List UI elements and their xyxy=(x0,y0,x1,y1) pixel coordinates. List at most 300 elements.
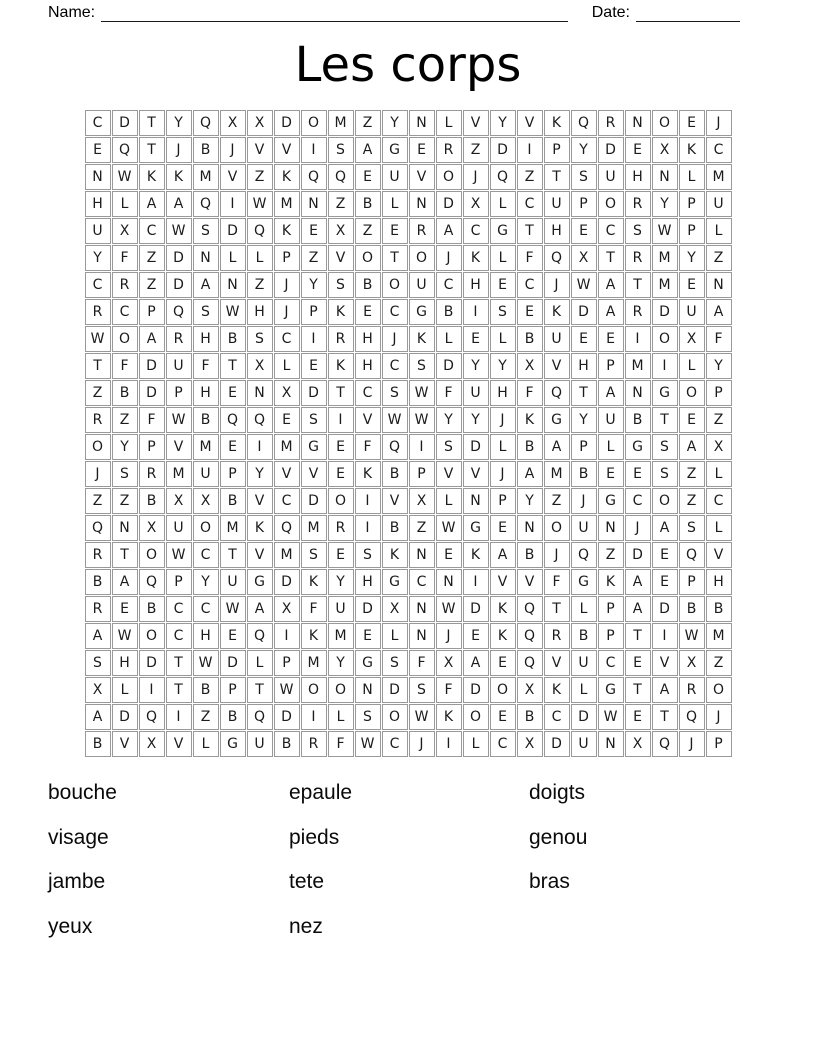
grid-cell: P xyxy=(220,677,246,703)
grid-cell: M xyxy=(706,623,732,649)
grid-cell: X xyxy=(517,677,543,703)
grid-cell: G xyxy=(571,569,597,595)
grid-cell: N xyxy=(193,245,219,271)
grid-cell: C xyxy=(598,218,624,244)
grid-cell: E xyxy=(490,515,516,541)
grid-cell: Q xyxy=(247,407,273,433)
grid-cell: O xyxy=(112,326,138,352)
grid-cell: G xyxy=(598,677,624,703)
grid-cell: F xyxy=(112,245,138,271)
grid-cell: R xyxy=(679,677,705,703)
grid-cell: D xyxy=(382,677,408,703)
grid-cell: D xyxy=(301,380,327,406)
grid-cell: K xyxy=(598,569,624,595)
grid-cell: B xyxy=(625,407,651,433)
grid-cell: A xyxy=(247,596,273,622)
grid-cell: J xyxy=(274,272,300,298)
grid-cell: T xyxy=(625,623,651,649)
grid-cell: V xyxy=(517,110,543,136)
grid-cell: L xyxy=(274,353,300,379)
grid-cell: E xyxy=(355,299,381,325)
grid-cell: D xyxy=(571,704,597,730)
grid-cell: K xyxy=(139,164,165,190)
grid-row xyxy=(85,326,732,352)
grid-cell: S xyxy=(652,434,678,460)
grid-cell: C xyxy=(436,272,462,298)
grid-cell: V xyxy=(355,407,381,433)
grid-cell: M xyxy=(652,245,678,271)
grid-cell: J xyxy=(544,542,570,568)
grid-cell: D xyxy=(463,434,489,460)
grid-cell: T xyxy=(625,272,651,298)
grid-cell: A xyxy=(598,380,624,406)
grid-cell: S xyxy=(85,650,111,676)
grid-cell: J xyxy=(274,299,300,325)
grid-cell: R xyxy=(166,326,192,352)
grid-cell: A xyxy=(625,569,651,595)
grid-cell: T xyxy=(328,380,354,406)
grid-cell: T xyxy=(112,542,138,568)
grid-cell: D xyxy=(598,137,624,163)
grid-cell: E xyxy=(301,353,327,379)
grid-cell: Z xyxy=(409,515,435,541)
grid-cell: Z xyxy=(706,245,732,271)
grid-cell: V xyxy=(247,137,273,163)
grid-cell: C xyxy=(355,380,381,406)
grid-cell: E xyxy=(598,326,624,352)
grid-cell: L xyxy=(598,434,624,460)
grid-cell: L xyxy=(706,461,732,487)
grid-cell: Z xyxy=(679,461,705,487)
grid-cell: D xyxy=(544,731,570,757)
grid-cell: U xyxy=(85,218,111,244)
grid-cell: Y xyxy=(490,110,516,136)
grid-cell: X xyxy=(436,650,462,676)
grid-cell: A xyxy=(463,650,489,676)
grid-cell: I xyxy=(274,623,300,649)
word-item: doigts xyxy=(529,781,586,804)
grid-cell: B xyxy=(85,731,111,757)
grid-cell: F xyxy=(409,650,435,676)
grid-cell: G xyxy=(490,218,516,244)
grid-cell: X xyxy=(139,515,165,541)
grid-cell: K xyxy=(463,542,489,568)
grid-cell: R xyxy=(625,245,651,271)
grid-cell: D xyxy=(166,272,192,298)
grid-cell: D xyxy=(436,191,462,217)
grid-cell: N xyxy=(517,515,543,541)
grid-cell: C xyxy=(139,218,165,244)
word-column xyxy=(529,771,816,949)
grid-cell: Y xyxy=(328,650,354,676)
grid-cell: Y xyxy=(571,407,597,433)
grid-cell: Y xyxy=(517,488,543,514)
grid-cell: D xyxy=(274,110,300,136)
grid-cell: C xyxy=(85,272,111,298)
grid-cell: M xyxy=(328,623,354,649)
grid-cell: H xyxy=(625,164,651,190)
grid-cell: E xyxy=(679,110,705,136)
grid-cell: I xyxy=(355,488,381,514)
grid-cell: B xyxy=(220,704,246,730)
grid-cell: F xyxy=(112,353,138,379)
grid-cell: D xyxy=(301,488,327,514)
grid-cell: C xyxy=(706,488,732,514)
grid-cell: D xyxy=(220,218,246,244)
grid-cell: E xyxy=(625,461,651,487)
grid-cell: A xyxy=(490,542,516,568)
grid-cell: A xyxy=(652,515,678,541)
grid-cell: W xyxy=(112,164,138,190)
grid-cell: J xyxy=(166,137,192,163)
grid-cell: E xyxy=(652,542,678,568)
grid-cell: L xyxy=(382,191,408,217)
grid-cell: O xyxy=(409,245,435,271)
grid-cell: J xyxy=(490,461,516,487)
grid-cell: K xyxy=(166,164,192,190)
grid-cell: V xyxy=(274,137,300,163)
grid-cell: P xyxy=(301,299,327,325)
word-item: yeux xyxy=(48,914,93,938)
grid-cell: H xyxy=(463,272,489,298)
grid-cell: V xyxy=(490,569,516,595)
grid-cell: Q xyxy=(328,164,354,190)
grid-cell: N xyxy=(247,380,273,406)
grid-cell: C xyxy=(382,731,408,757)
grid-cell: R xyxy=(328,326,354,352)
grid-cell: Y xyxy=(463,353,489,379)
grid-cell: W xyxy=(247,191,273,217)
grid-cell: W xyxy=(85,326,111,352)
grid-cell: X xyxy=(463,191,489,217)
grid-cell: F xyxy=(328,731,354,757)
grid-cell: W xyxy=(166,542,192,568)
grid-cell: A xyxy=(85,623,111,649)
grid-cell: O xyxy=(652,110,678,136)
grid-cell: V xyxy=(409,164,435,190)
grid-cell: E xyxy=(220,380,246,406)
grid-cell: U xyxy=(382,164,408,190)
grid-cell: O xyxy=(328,677,354,703)
grid-cell: K xyxy=(301,569,327,595)
grid-cell: A xyxy=(517,461,543,487)
grid-cell: U xyxy=(598,164,624,190)
grid-cell: Q xyxy=(193,110,219,136)
grid-cell: H xyxy=(112,650,138,676)
grid-cell: N xyxy=(598,515,624,541)
grid-cell: U xyxy=(463,380,489,406)
grid-cell: E xyxy=(436,542,462,568)
grid-row xyxy=(85,164,732,190)
grid-cell: N xyxy=(85,164,111,190)
grid-cell: L xyxy=(220,245,246,271)
grid-cell: F xyxy=(706,326,732,352)
grid-cell: U xyxy=(166,515,192,541)
grid-cell: C xyxy=(166,623,192,649)
grid-cell: D xyxy=(463,596,489,622)
grid-cell: C xyxy=(463,218,489,244)
grid-cell: V xyxy=(652,650,678,676)
grid-cell: E xyxy=(328,434,354,460)
grid-cell: V xyxy=(544,650,570,676)
grid-cell: R xyxy=(85,596,111,622)
grid-cell: J xyxy=(463,164,489,190)
grid-cell: Z xyxy=(544,488,570,514)
grid-cell: X xyxy=(274,380,300,406)
grid-cell: L xyxy=(328,704,354,730)
grid-cell: B xyxy=(355,272,381,298)
grid-cell: X xyxy=(274,596,300,622)
grid-cell: H xyxy=(85,191,111,217)
grid-cell: V xyxy=(301,461,327,487)
grid-cell: J xyxy=(706,110,732,136)
grid-cell: N xyxy=(409,596,435,622)
grid-cell: B xyxy=(85,569,111,595)
grid-cell: D xyxy=(355,596,381,622)
grid-cell: X xyxy=(625,731,651,757)
grid-cell: T xyxy=(571,380,597,406)
grid-cell: R xyxy=(625,191,651,217)
grid-cell: H xyxy=(247,299,273,325)
grid-cell: Y xyxy=(382,110,408,136)
grid-cell: R xyxy=(112,272,138,298)
grid-cell: Q xyxy=(193,191,219,217)
grid-cell: B xyxy=(436,299,462,325)
grid-cell: Z xyxy=(517,164,543,190)
grid-cell: T xyxy=(544,596,570,622)
grid-cell: M xyxy=(652,272,678,298)
grid-cell: Y xyxy=(463,407,489,433)
grid-cell: P xyxy=(571,191,597,217)
word-item: nez xyxy=(289,914,323,938)
grid-row xyxy=(85,650,732,676)
grid-cell: V xyxy=(112,731,138,757)
grid-cell: Q xyxy=(571,110,597,136)
grid-cell: U xyxy=(571,515,597,541)
grid-cell: R xyxy=(544,623,570,649)
word-list xyxy=(48,771,816,949)
grid-cell: G xyxy=(220,731,246,757)
grid-cell: K xyxy=(328,353,354,379)
grid-cell: U xyxy=(409,272,435,298)
grid-cell: F xyxy=(139,407,165,433)
grid-cell: V xyxy=(706,542,732,568)
grid-cell: P xyxy=(706,731,732,757)
grid-cell: B xyxy=(220,488,246,514)
grid-cell: S xyxy=(301,407,327,433)
grid-cell: K xyxy=(517,407,543,433)
grid-cell: H xyxy=(706,569,732,595)
grid-cell: K xyxy=(544,110,570,136)
grid-cell: J xyxy=(220,137,246,163)
grid-cell: M xyxy=(328,110,354,136)
grid-cell: C xyxy=(193,596,219,622)
grid-cell: N xyxy=(409,623,435,649)
grid-cell: K xyxy=(436,704,462,730)
grid-cell: N xyxy=(409,191,435,217)
grid-cell: O xyxy=(490,677,516,703)
grid-cell: Q xyxy=(517,596,543,622)
grid-cell: B xyxy=(517,542,543,568)
grid-cell: S xyxy=(625,218,651,244)
grid-cell: X xyxy=(652,137,678,163)
grid-cell: K xyxy=(301,623,327,649)
grid-cell: U xyxy=(544,191,570,217)
grid-cell: W xyxy=(220,299,246,325)
grid-cell: Q xyxy=(247,704,273,730)
grid-cell: Y xyxy=(490,353,516,379)
grid-cell: W xyxy=(355,731,381,757)
word-column xyxy=(289,771,529,949)
grid-row xyxy=(85,488,732,514)
grid-cell: A xyxy=(139,326,165,352)
grid-cell: S xyxy=(193,299,219,325)
grid-row xyxy=(85,380,732,406)
grid-cell: P xyxy=(679,218,705,244)
grid-cell: J xyxy=(436,623,462,649)
grid-cell: O xyxy=(139,542,165,568)
grid-cell: L xyxy=(436,110,462,136)
grid-cell: E xyxy=(490,650,516,676)
grid-cell: M xyxy=(274,191,300,217)
grid-cell: E xyxy=(571,326,597,352)
grid-cell: O xyxy=(193,515,219,541)
grid-row xyxy=(85,542,732,568)
grid-cell: E xyxy=(679,407,705,433)
grid-cell: B xyxy=(193,137,219,163)
grid-cell: B xyxy=(355,191,381,217)
grid-cell: X xyxy=(517,353,543,379)
grid-cell: Q xyxy=(544,245,570,271)
grid-cell: M xyxy=(544,461,570,487)
grid-cell: E xyxy=(625,650,651,676)
grid-cell: X xyxy=(247,110,273,136)
grid-cell: X xyxy=(517,731,543,757)
grid-cell: Z xyxy=(193,704,219,730)
grid-cell: Q xyxy=(517,623,543,649)
grid-cell: I xyxy=(139,677,165,703)
grid-cell: C xyxy=(490,731,516,757)
grid-cell: A xyxy=(679,434,705,460)
word-item: tete xyxy=(289,870,325,893)
grid-cell: U xyxy=(706,191,732,217)
grid-row xyxy=(85,191,732,217)
grid-cell: S xyxy=(328,137,354,163)
grid-cell: C xyxy=(517,191,543,217)
grid-cell: Z xyxy=(139,245,165,271)
grid-cell: D xyxy=(139,380,165,406)
grid-cell: Z xyxy=(85,488,111,514)
grid-cell: X xyxy=(139,731,165,757)
grid-cell: T xyxy=(517,218,543,244)
grid-cell: Y xyxy=(85,245,111,271)
grid-cell: I xyxy=(247,434,273,460)
grid-cell: S xyxy=(679,515,705,541)
grid-cell: J xyxy=(625,515,651,541)
grid-cell: C xyxy=(166,596,192,622)
grid-cell: R xyxy=(85,407,111,433)
grid-cell: X xyxy=(679,326,705,352)
grid-cell: X xyxy=(571,245,597,271)
grid-cell: J xyxy=(436,245,462,271)
grid-cell: L xyxy=(679,353,705,379)
grid-cell: Q xyxy=(274,515,300,541)
grid-cell: K xyxy=(274,218,300,244)
grid-cell: X xyxy=(328,218,354,244)
grid-cell: P xyxy=(274,650,300,676)
grid-cell: I xyxy=(463,299,489,325)
grid-cell: S xyxy=(436,434,462,460)
grid-cell: M xyxy=(301,515,327,541)
grid-cell: O xyxy=(382,704,408,730)
grid-cell: W xyxy=(382,407,408,433)
grid-cell: G xyxy=(544,407,570,433)
grid-row xyxy=(85,353,732,379)
grid-cell: J xyxy=(706,704,732,730)
grid-cell: K xyxy=(544,299,570,325)
grid-cell: Q xyxy=(679,542,705,568)
grid-cell: U xyxy=(571,731,597,757)
grid-cell: P xyxy=(598,596,624,622)
grid-cell: E xyxy=(598,461,624,487)
grid-row xyxy=(85,218,732,244)
grid-cell: H xyxy=(355,353,381,379)
grid-cell: U xyxy=(193,461,219,487)
grid-cell: O xyxy=(544,515,570,541)
grid-cell: L xyxy=(490,245,516,271)
grid-cell: D xyxy=(112,704,138,730)
grid-cell: U xyxy=(166,353,192,379)
grid-cell: B xyxy=(139,488,165,514)
grid-cell: D xyxy=(112,110,138,136)
grid-cell: Y xyxy=(112,434,138,460)
grid-row xyxy=(85,299,732,325)
grid-cell: V xyxy=(166,731,192,757)
grid-cell: T xyxy=(166,650,192,676)
grid-cell: Z xyxy=(355,110,381,136)
grid-cell: Q xyxy=(517,650,543,676)
grid-cell: O xyxy=(301,677,327,703)
grid-cell: P xyxy=(274,245,300,271)
grid-cell: K xyxy=(490,596,516,622)
grid-cell: Q xyxy=(139,704,165,730)
name-label: Name: xyxy=(48,4,96,21)
grid-cell: B xyxy=(112,380,138,406)
grid-cell: C xyxy=(382,353,408,379)
grid-cell: I xyxy=(328,407,354,433)
grid-cell: B xyxy=(193,407,219,433)
grid-cell: T xyxy=(652,704,678,730)
grid-cell: W xyxy=(193,650,219,676)
grid-cell: Y xyxy=(193,569,219,595)
grid-cell: Z xyxy=(139,272,165,298)
grid-cell: L xyxy=(490,326,516,352)
grid-cell: F xyxy=(517,245,543,271)
grid-cell: L xyxy=(490,191,516,217)
grid-cell: L xyxy=(247,650,273,676)
grid-cell: E xyxy=(571,218,597,244)
grid-cell: Q xyxy=(652,731,678,757)
grid-cell: U xyxy=(679,299,705,325)
grid-cell: S xyxy=(490,299,516,325)
grid-cell: E xyxy=(274,407,300,433)
grid-cell: G xyxy=(382,569,408,595)
grid-cell: V xyxy=(463,110,489,136)
grid-cell: W xyxy=(409,704,435,730)
grid-cell: S xyxy=(409,353,435,379)
grid-cell: B xyxy=(517,326,543,352)
grid-cell: Y xyxy=(706,353,732,379)
